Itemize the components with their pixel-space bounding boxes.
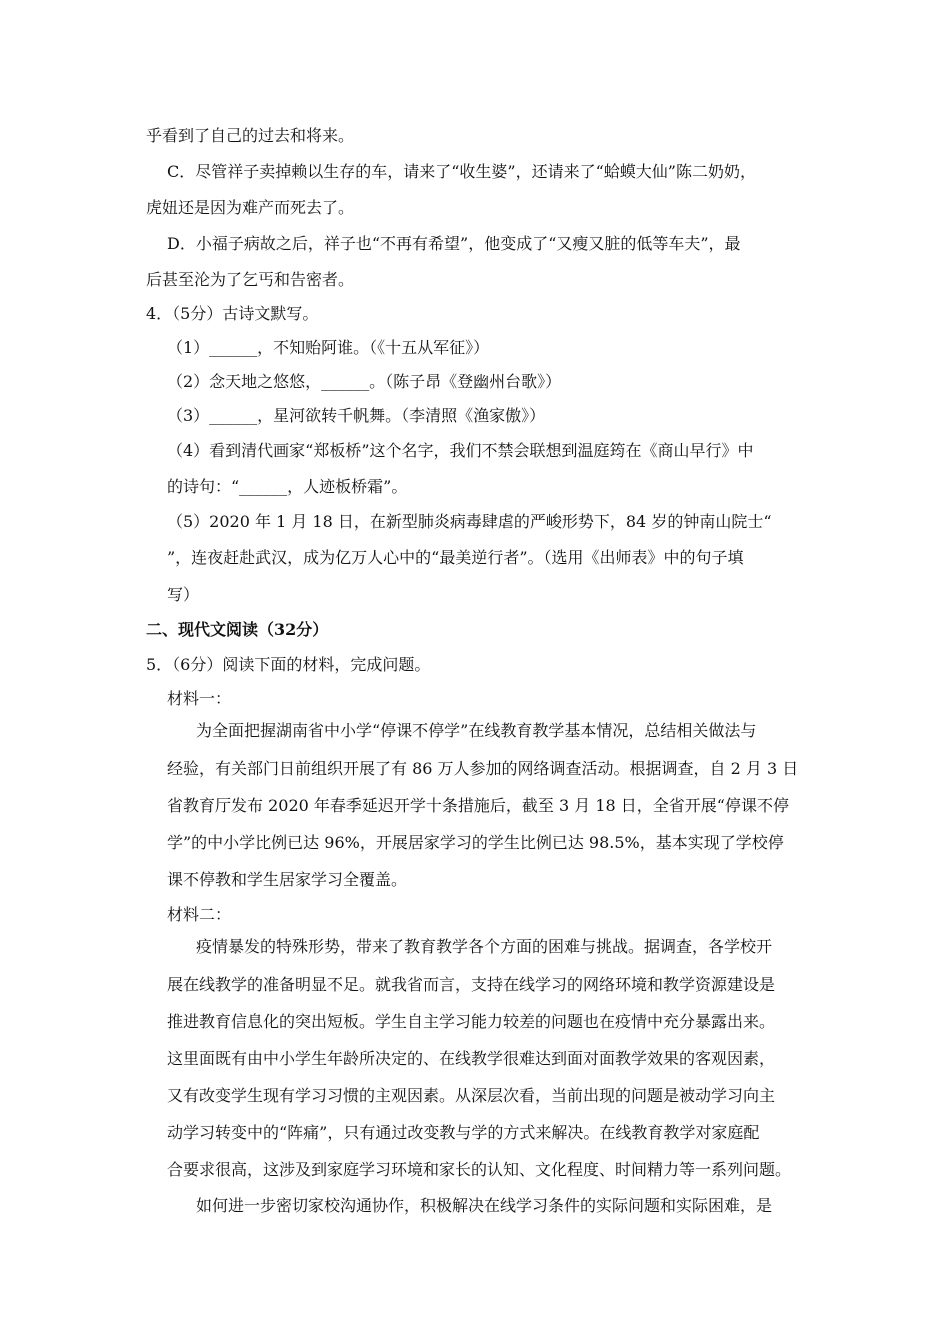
q4-sub4-line2: 的诗句：“______，人迹板桥霜”。	[167, 477, 408, 496]
q3-option-b-tail: 乎看到了自己的过去和将来。	[146, 126, 355, 145]
q4-sub5-line2: ”，连夜赶赴武汉，成为亿万人心中的“最美逆行者”。（选用《出师表》中的句子填	[167, 548, 744, 567]
material-2-line: 展在线教学的准备明显不足。就我省而言，支持在线学习的网络环境和教学资源建设是	[167, 975, 776, 994]
material-1-line: 为全面把握湖南省中小学“停课不停学”在线教育教学基本情况，总结相关做法与	[196, 721, 757, 740]
material-2-label: 材料二：	[167, 905, 232, 924]
material-2-line: 又有改变学生现有学习习惯的主观因素。从深层次看，当前出现的问题是被动学习向主	[167, 1086, 776, 1105]
material-1-line: 学”的中小学比例已达 96%，开展居家学习的学生比例已达 98.5%，基本实现了学校停	[167, 833, 784, 852]
q4-sub5-line1: （5）2020 年 1 月 18 日，在新型肺炎病毒肆虐的严峻形势下，84 岁的钟南山院士“	[167, 512, 772, 531]
material-2-line: 推进教育信息化的突出短板。学生自主学习能力较差的问题也在疫情中充分暴露出来。	[167, 1012, 776, 1031]
material-1-line: 课不停教和学生居家学习全覆盖。	[167, 870, 408, 889]
section-title: 二、现代文阅读（32分）	[146, 620, 329, 639]
q4-sub5-line3: 写）	[167, 585, 200, 604]
material-2-line: 动学习转变中的“阵痛”，只有通过改变教与学的方式来解决。在线教育教学对家庭配	[167, 1123, 760, 1142]
material-2-line: 如何进一步密切家校沟通协作，积极解决在线学习条件的实际问题和实际困难，是	[196, 1196, 773, 1215]
q3-option-c-line2: 虎妞还是因为难产而死去了。	[146, 198, 355, 217]
q5-stem: 5．（6分）阅读下面的材料，完成问题。	[146, 655, 431, 674]
q4-stem: 4．（5分）古诗文默写。	[146, 304, 319, 323]
material-1-line: 经验，有关部门日前组织开展了有 86 万人参加的网络调查活动。根据调查，自 2 月 3 日	[167, 759, 799, 778]
material-2-line: 这里面既有由中小学生年龄所决定的、在线教学很难达到面对面教学效果的客观因素，	[167, 1049, 776, 1068]
material-2-line: 疫情暴发的特殊形势，带来了教育教学各个方面的困难与挑战。据调查，各学校开	[196, 937, 773, 956]
material-1-label: 材料一：	[167, 689, 232, 708]
material-1-line: 省教育厅发布 2020 年春季延迟开学十条措施后，截至 3 月 18 日，全省开展“停课不停	[167, 796, 789, 815]
q4-sub1: （1）______，不知贻阿谁。（《十五从军征》）	[167, 338, 490, 357]
material-2-line: 合要求很高，这涉及到家庭学习环境和家长的认知、文化程度、时间精力等一系列问题。	[167, 1160, 792, 1179]
q4-sub4-line1: （4）看到清代画家“郑板桥”这个名字，我们不禁会联想到温庭筠在《商山早行》中	[167, 441, 754, 460]
q4-sub3: （3）______，星河欲转千帆舞。（李清照《渔家傲》）	[167, 406, 546, 425]
q3-option-d-line1: D．小福子病故之后，祥子也“不再有希望”，他变成了“又瘦又脏的低等车夫”，最	[167, 234, 741, 253]
q3-option-c-line1: C．尽管祥子卖掉赖以生存的车，请来了“收生婆”，还请来了“蛤蟆大仙”陈二奶奶，	[167, 162, 756, 181]
q3-option-d-line2: 后甚至沦为了乞丐和告密者。	[146, 270, 355, 289]
q4-sub2: （2）念天地之悠悠，______。（陈子昂《登幽州台歌》）	[167, 372, 562, 391]
